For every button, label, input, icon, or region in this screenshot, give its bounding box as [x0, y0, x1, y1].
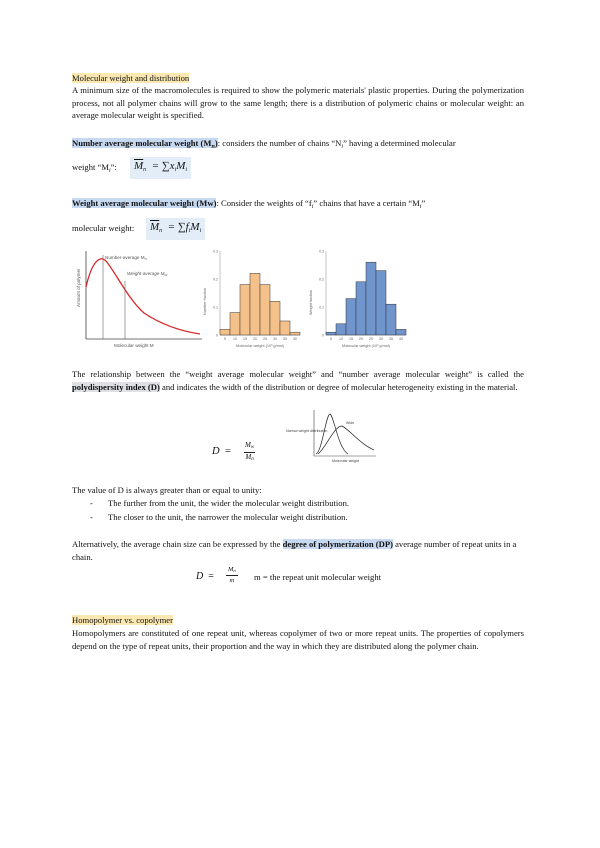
hist-bar — [250, 273, 260, 335]
curve-ylabel: Amount of polymer — [76, 268, 81, 307]
homopolymer-paragraph: Homopolymers are constituted of one repeat unit, whereas copolymer of two or more repeat units. The properties of copolymers depend on the type of repeat units, their proportion and the way in which they are distributed along the polymer chain. — [72, 628, 524, 651]
hist-xtick-label: 30 — [273, 337, 277, 341]
hist-xtick-label: 5 — [330, 337, 332, 341]
hist-xtick-label: 30 — [379, 337, 383, 341]
histogram-number-fraction — [200, 245, 306, 355]
section-heading-molecular-weight: Molecular weight and distribution — [72, 73, 190, 83]
mw-definition: Weight average molecular weight (Mw): Consider the weights of “$f_i$” chains that have a certain “$M_i$” — [72, 198, 426, 210]
dp-note: m = the repeat unit molecular weight — [254, 572, 382, 582]
hist-bar — [356, 282, 366, 335]
hist-bar — [290, 332, 300, 335]
hist-ytick-label: 0.3 — [213, 249, 218, 254]
hist-ytick-label: 0 — [322, 333, 324, 338]
hist-bar — [376, 271, 386, 335]
histogram-weight-fraction — [306, 245, 412, 355]
hist-xlabel: Molecular weight (10³ g/mol) — [236, 344, 284, 348]
mn-definition-line2: weight “$M_i$”: — [72, 162, 117, 174]
hist-ylabel: Number fraction — [203, 287, 207, 315]
section-heading-homopolymer: Homopolymer vs. copolymer — [72, 615, 173, 625]
hist-ytick-label: 0 — [216, 333, 218, 338]
mini-label-wide: Wide — [346, 421, 355, 425]
mini-label-narrow: Narrow weight distribution — [286, 429, 328, 433]
pdi-fraction: Mw Mn — [245, 441, 255, 462]
hist-xtick-label: 25 — [369, 337, 373, 341]
d-value-statement: The value of D is always greater than or equal to unity: — [72, 485, 262, 495]
mini-xlabel: Molecular weight — [332, 459, 359, 463]
mn-equation: $\overline{M}_n = \sum x_iM_i$ — [130, 157, 191, 179]
hist-xtick-label: 25 — [263, 337, 267, 341]
hist-ytick-label: 0.3 — [319, 249, 324, 254]
pdi-equation: D = — [212, 446, 231, 457]
mn-definition: Number average molecular weight $(M_n)$: considers the number of chains “$N_i$” having a determined molecular — [72, 138, 456, 150]
hist-ytick-label: 0.2 — [319, 277, 324, 282]
list-item: - The further from the unit, the wider the molecular weight distribution. — [90, 496, 349, 510]
hist-bar — [240, 285, 250, 335]
dp-fraction: Mn m — [228, 566, 236, 584]
hist-xlabel: Molecular weight (10³ g/mol) — [342, 344, 390, 348]
hist-xtick-label: 5 — [224, 337, 226, 341]
hist-xtick-label: 10 — [233, 337, 237, 341]
hist-xtick-label: 15 — [243, 337, 247, 341]
mw-definition-line2: molecular weight: — [72, 223, 135, 233]
hist-bar — [280, 321, 290, 335]
intro-paragraph: A minimum size of the macromolecules is required to show the polymeric materials' plastic properties. During the polymerization process, not all polymer chains will grow to the same length; there is a distribution of polymeric chains or molecular weight: an average molecular weight is specified. — [72, 85, 524, 121]
hist-ytick-label: 0.1 — [213, 305, 218, 310]
hist-xtick-label: 20 — [253, 337, 257, 341]
hist-bar — [386, 304, 396, 335]
curve-peak-label: Number-average $M_n$ — [105, 255, 147, 261]
hist-bar — [270, 301, 280, 335]
list-item: - The closer to the unit, the narrower the molecular weight distribution. — [90, 510, 349, 524]
distribution-curve-figure — [72, 247, 204, 353]
hist-xtick-label: 20 — [359, 337, 363, 341]
pdi-paragraph: The relationship between the “weight average molecular weight” and “number average molecular weight” is called the polydispersity index (D) and indicates the width of the distribution or degree of molecular heterogeneity existing in the material. — [72, 369, 524, 392]
d-value-list — [90, 496, 349, 524]
dp-equation: D = — [196, 571, 214, 582]
hist-bar — [346, 299, 356, 335]
hist-bar — [230, 313, 240, 335]
dp-paragraph: Alternatively, the average chain size can be expressed by the degree of polymerization (DP) average number of repeat units in a chain. — [72, 539, 517, 562]
hist-xtick-label: 35 — [389, 337, 393, 341]
hist-bar — [366, 262, 376, 335]
hist-bar — [326, 332, 336, 335]
hist-bar — [336, 324, 346, 335]
hist-bar — [260, 285, 270, 335]
curve-xlabel: Molecular weight M — [114, 343, 154, 348]
hist-xtick-label: 35 — [283, 337, 287, 341]
narrow-curve — [316, 414, 348, 454]
hist-xtick-label: 15 — [349, 337, 353, 341]
hist-ylabel: Weight fraction — [309, 289, 313, 315]
hist-ytick-label: 0.1 — [319, 305, 324, 310]
hist-bar — [220, 329, 230, 335]
mw-equation: $\overline{M}_n = \sum f_iM_i$ — [146, 218, 205, 240]
hist-xtick-label: 40 — [399, 337, 403, 341]
narrow-wide-distribution-figure — [284, 408, 378, 464]
curve-weight-label: Weight-average $M_w$ — [127, 271, 168, 277]
hist-xtick-label: 10 — [339, 337, 343, 341]
hist-bar — [396, 329, 406, 335]
hist-ytick-label: 0.2 — [213, 277, 218, 282]
hist-xtick-label: 40 — [293, 337, 297, 341]
